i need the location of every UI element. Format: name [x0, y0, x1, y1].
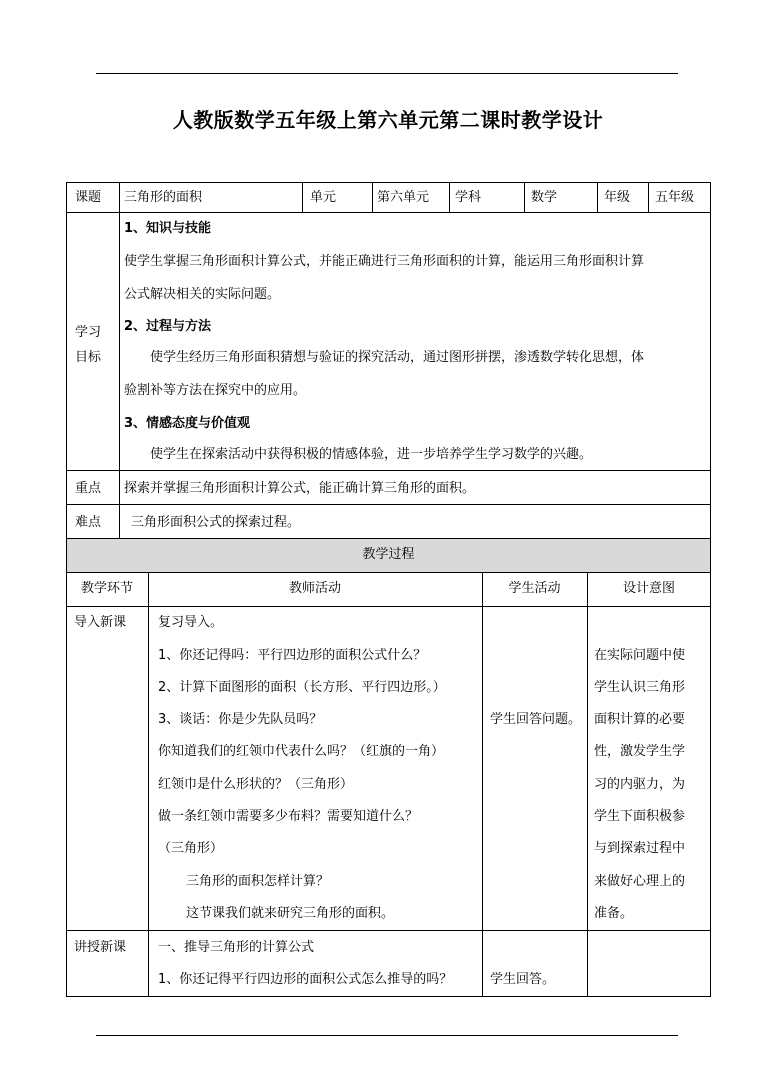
design-line: 在实际问题中使	[594, 648, 686, 663]
teacher-line: 复习导入。	[158, 615, 224, 630]
design-line: 学生认识三角形	[594, 680, 686, 695]
design-line: 来做好心理上的	[594, 874, 686, 889]
objective-text: 验割补等方法在探究中的应用。	[124, 383, 307, 398]
grade-value: 五年级	[655, 190, 695, 205]
design-line: 性，激发学生学	[594, 744, 686, 759]
stage-intro: 导入新课	[74, 615, 127, 630]
footer-rule	[96, 1035, 678, 1036]
teacher-line: 三角形的面积怎样计算？	[186, 874, 330, 889]
difficulty-label: 难点	[75, 515, 102, 530]
objective-text: 使学生在探索活动中获得积极的情感体验，进一步培养学生学习数学的兴趣。	[150, 447, 593, 462]
topic-label: 课题	[75, 190, 102, 205]
teacher-line: 做一条红领巾需要多少布料？需要知道什么？	[158, 809, 419, 824]
teacher-line: （三角形）	[158, 841, 224, 856]
grade-label: 年级	[604, 190, 631, 205]
objective-text: 使学生经历三角形面积猜想与验证的探究活动，通过图形拼摆，渗透数学转化思想，体	[150, 350, 645, 365]
process-header: 教学过程	[362, 547, 415, 562]
student-activity: 学生回答问题。	[490, 712, 582, 727]
objective-heading-knowledge: 1、知识与技能	[124, 221, 212, 236]
key-point-label: 重点	[75, 481, 102, 496]
design-line: 准备。	[594, 906, 634, 921]
teacher-line: 1、你还记得吗：平行四边形的面积公式什么？	[158, 648, 427, 663]
teacher-line: 你知道我们的红领巾代表什么吗？（红旗的一角）	[158, 744, 445, 759]
teacher-line: 红领巾是什么形状的？（三角形）	[158, 777, 354, 792]
design-line: 与到探索过程中	[594, 841, 686, 856]
unit-label: 单元	[310, 190, 337, 205]
design-line: 学生下面积极参	[594, 809, 686, 824]
page-title: 人教版数学五年级上第六单元第二课时教学设计	[172, 108, 604, 132]
objective-text: 使学生掌握三角形面积计算公式，并能正确进行三角形面积的计算，能运用三角形面积计算	[124, 254, 645, 269]
objectives-label-1: 学习	[75, 325, 102, 340]
objective-heading-process: 2、过程与方法	[124, 319, 212, 334]
stage-teaching: 讲授新课	[74, 940, 127, 955]
teacher-line: 一、推导三角形的计算公式	[158, 940, 315, 955]
teacher-line: 2、计算下面图形的面积（长方形、平行四边形。）	[158, 680, 446, 695]
teacher-line: 1、你还记得平行四边形的面积公式怎么推导的吗？	[158, 972, 453, 987]
col-design-header: 设计意图	[622, 581, 675, 596]
subject-value: 数学	[531, 190, 558, 205]
teacher-line: 3、谈话：你是少先队员吗？	[158, 712, 323, 727]
col-student-header: 学生活动	[508, 581, 561, 596]
teacher-line: 这节课我们就来研究三角形的面积。	[186, 906, 395, 921]
header-rule	[96, 73, 678, 74]
objective-heading-attitude: 3、情感态度与价值观	[124, 416, 251, 431]
col-teacher-header: 教师活动	[288, 581, 341, 596]
student-activity: 学生回答。	[490, 972, 556, 987]
subject-label: 学科	[455, 190, 482, 205]
key-point-text: 探索并掌握三角形面积计算公式，能正确计算三角形的面积。	[124, 481, 476, 496]
col-stage-header: 教学环节	[80, 581, 133, 596]
topic-value: 三角形的面积	[124, 190, 203, 205]
design-line: 习的内驱力，为	[594, 777, 686, 792]
objectives-label-2: 目标	[75, 350, 102, 365]
difficulty-text: 三角形面积公式的探索过程。	[131, 515, 301, 530]
design-line: 面积计算的必要	[594, 712, 686, 727]
unit-value: 第六单元	[377, 190, 430, 205]
objective-text: 公式解决相关的实际问题。	[124, 287, 281, 302]
